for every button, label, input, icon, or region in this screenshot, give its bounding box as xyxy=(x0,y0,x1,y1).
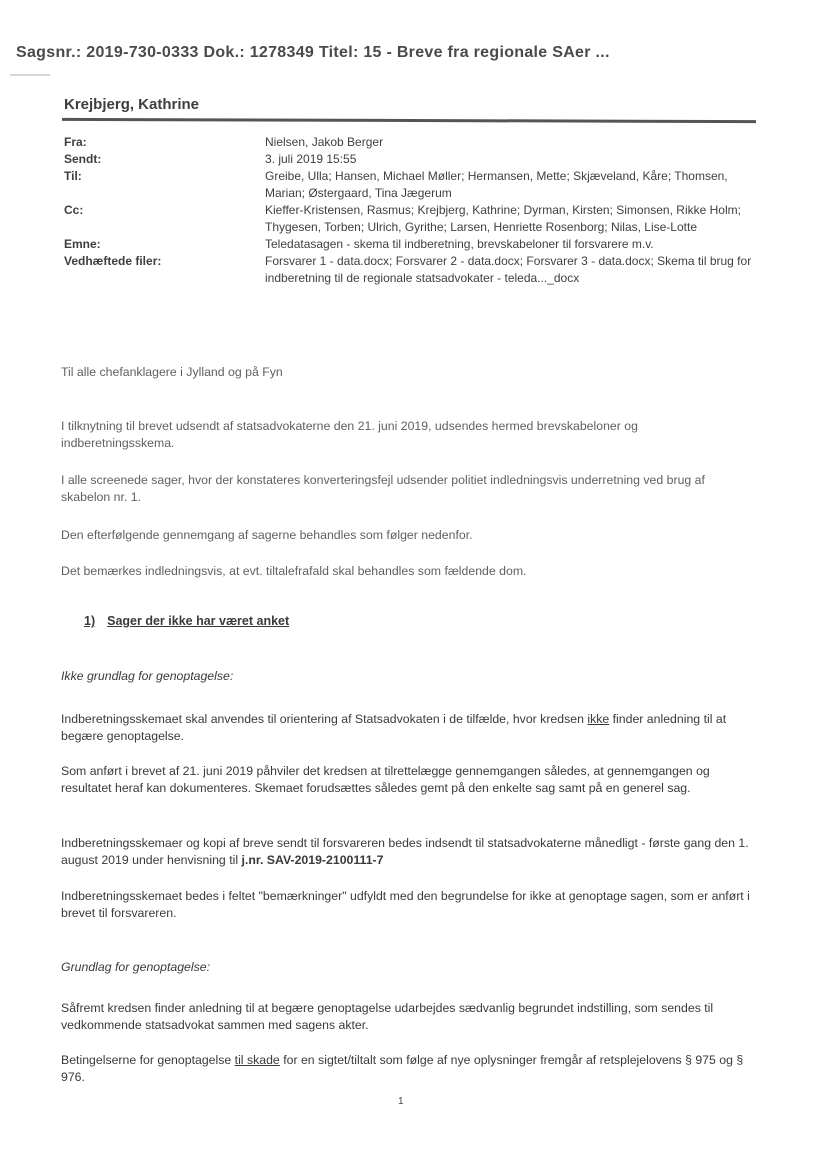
text-segment: finder anledning til at begære genoptagelse. xyxy=(61,712,727,743)
email-metadata xyxy=(64,134,754,287)
sent-row xyxy=(64,151,754,168)
paragraph-conditions xyxy=(61,1052,751,1086)
cc-label: Cc: xyxy=(64,203,84,217)
paragraph-remarks: Indberetningsskemaet bedes i feltet "bemærkninger" udfyldt med den begrundelse for ikke at genoptage sagen, som er anført i brevet til forsvareren. xyxy=(61,889,750,920)
text-segment: Indberetningsskemaer og kopi af breve sendt til forsvareren bedes indsendt til statsadvokaterne månedligt - første gang den 1. august 2019 under henvisning til xyxy=(61,836,749,867)
paragraph-reopening: Såfremt kredsen finder anledning til at begære genoptagelse udarbejdes sædvanlig begrundet indstilling, som sendes til vedkommende statsadvokat sammen med sagens akter. xyxy=(61,1001,714,1032)
sent-value: 3. juli 2019 15:55 xyxy=(265,152,357,166)
section-title: Sager der ikke har været anket xyxy=(107,614,290,628)
emphasis-underline: til skade xyxy=(234,1053,280,1067)
attachments-row xyxy=(64,253,754,287)
page-number: 1 xyxy=(398,1096,404,1107)
subject-label: Emne: xyxy=(64,237,101,251)
from-value: Nielsen, Jakob Berger xyxy=(265,135,384,149)
attachments-value: Forsvarer 1 - data.docx; Forsvarer 2 - data.docx; Forsvarer 3 - data.docx; Skema til brug for indberetning til de regionale statsadvokater - teleda..._docx xyxy=(265,254,752,285)
case-reference: j.nr. SAV-2019-2100111-7 xyxy=(241,853,384,867)
sent-label: Sendt: xyxy=(64,152,102,166)
paragraph-screened-cases: I alle screenede sager, hvor der konstateres konverteringsfejl udsender politiet indledningsvis underretning ved brug af skabelon nr. 1. xyxy=(61,473,705,504)
greeting: Til alle chefanklagere i Jylland og på Fyn xyxy=(61,365,283,379)
paragraph-reporting-form xyxy=(61,711,751,745)
text-segment: for en sigtet/tiltalt som følge af nye oplysninger fremgår af retsplejelovens § 975 og § 976. xyxy=(61,1053,744,1084)
section-number: 1) xyxy=(84,614,96,628)
to-label: Til: xyxy=(64,169,82,183)
from-row xyxy=(64,134,754,151)
cc-value: Kieffer-Kristensen, Rasmus; Krejbjerg, Kathrine; Dyrman, Kirsten; Simonsen, Rikke Holm; Thygesen, Torben; Ulrich, Gyrithe; Larsen, Henriette Rosenborg; Nilas, Lise-Lotte xyxy=(265,203,741,234)
emphasis-underline: ikke xyxy=(587,712,610,726)
header-rule xyxy=(62,118,756,123)
attachments-label: Vedhæftede filer: xyxy=(64,254,162,268)
subheading-grounds: Grundlag for genoptagelse: xyxy=(61,960,211,974)
paragraph-note: Det bemærkes indledningsvis, at evt. tiltalefrafald skal behandles som fældende dom. xyxy=(61,564,527,578)
text-segment: Indberetningsskemaet skal anvendes til orientering af Statsadvokaten i de tilfælde, hvor kredsen xyxy=(61,712,588,726)
paragraph-intro: I tilknytning til brevet udsendt af statsadvokaterne den 21. juni 2019, udsendes hermed brevskabeloner og indberetningsskema. xyxy=(61,419,638,450)
mailbox-owner-name: Krejbjerg, Kathrine xyxy=(64,96,200,113)
subject-row xyxy=(64,236,754,253)
case-header: Sagsnr.: 2019-730-0333 Dok.: 1278349 Titel: 15 - Breve fra regionale SAer ... xyxy=(16,44,610,61)
paragraph-review: Den efterfølgende gennemgang af sagerne behandles som følger nedenfor. xyxy=(61,528,473,542)
scan-artifact xyxy=(10,74,50,76)
subheading-no-grounds: Ikke grundlag for genoptagelse: xyxy=(61,669,234,683)
to-value: Greibe, Ulla; Hansen, Michael Møller; Hermansen, Mette; Skjæveland, Kåre; Thomsen, Marian; Østergaard, Tina Jægerum xyxy=(265,169,728,200)
text-segment: Betingelserne for genoptagelse xyxy=(61,1053,235,1067)
paragraph-documentation: Som anført i brevet af 21. juni 2019 påhviler det kredsen at tilrettelægge gennemgangen således, at gennemgangen og resultatet heraf kan dokumenteres. Skemaet forudsættes således gemt på den enkelte sag samt på en generel sag. xyxy=(61,764,710,795)
subject-value: Teledatasagen - skema til indberetning, brevskabeloner til forsvarere m.v. xyxy=(265,237,654,251)
paragraph-submission xyxy=(61,835,751,869)
from-label: Fra: xyxy=(64,135,87,149)
section-heading xyxy=(84,614,289,628)
cc-row xyxy=(64,202,754,236)
to-row xyxy=(64,168,754,202)
